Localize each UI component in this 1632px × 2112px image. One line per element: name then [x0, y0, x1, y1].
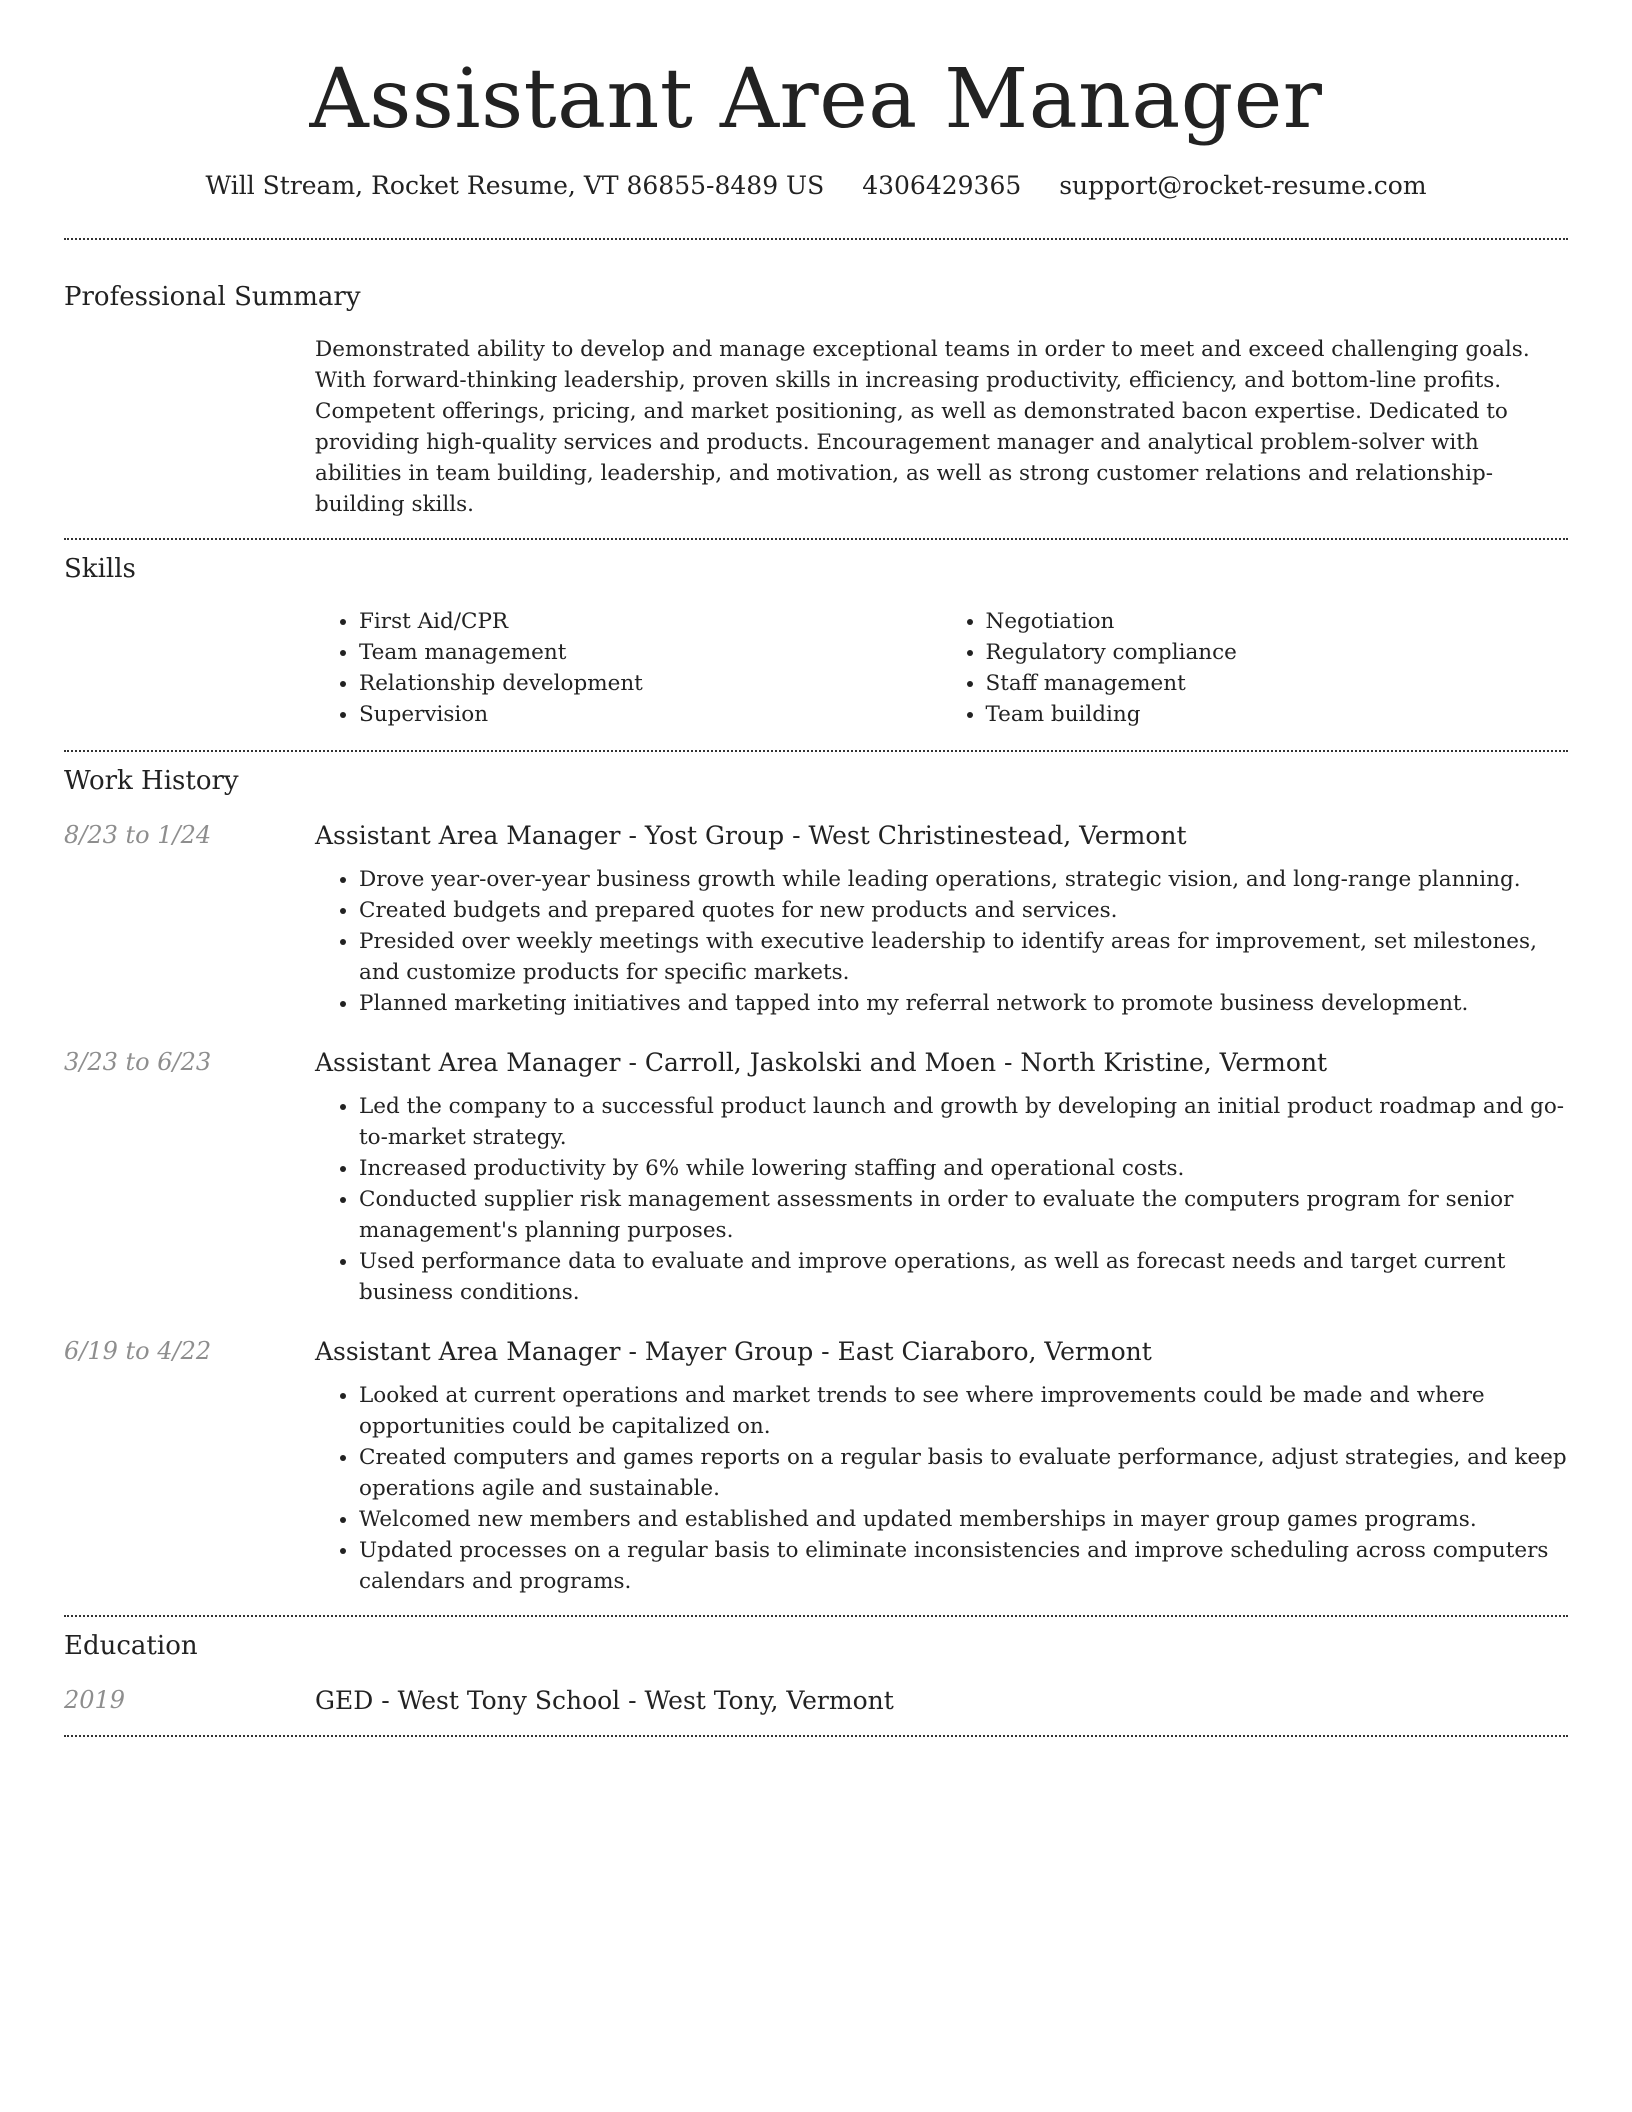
job-entry	[64, 1047, 1568, 1308]
job-bullet: • Conducted supplier risk management assessments in order to evaluate the computers program for senior management's planning purposes.	[359, 1184, 1568, 1246]
job-bullet: • Drove year-over-year business growth while leading operations, strategic vision, and long-range planning.	[359, 864, 1568, 895]
summary-text-block	[315, 334, 1568, 520]
job-bullet: • Presided over weekly meetings with executive leadership to identify areas for improvement, set milestones, and customize products for specific markets.	[359, 926, 1568, 988]
job-bullets	[315, 1380, 1568, 1597]
education-details	[315, 1685, 1568, 1717]
job-bullet: • Updated processes on a regular basis to eliminate inconsistencies and improve scheduling across computers calendars and programs.	[359, 1535, 1568, 1597]
skills-section	[64, 540, 1568, 750]
job-dates: 6/19 to 4/22	[64, 1337, 212, 1365]
candidate-name: Assistant Area Manager	[309, 52, 1323, 147]
job-title: Assistant Area Manager - Mayer Group - East Ciaraboro, Vermont	[315, 1337, 1152, 1366]
contact-address: Will Stream, Rocket Resume, VT 86855-8489 US	[205, 171, 825, 200]
resume-header	[64, 0, 1568, 202]
summary-spacer	[64, 334, 315, 520]
job-details	[315, 1047, 1568, 1308]
contact-line	[64, 170, 1568, 202]
job-bullet: • Led the company to a successful product launch and growth by developing an initial product roadmap and go-to-market strategy.	[359, 1091, 1568, 1153]
job-bullets	[315, 1091, 1568, 1308]
job-bullet: • Looked at current operations and market trends to see where improvements could be made and where opportunities could be capitalized on.	[359, 1380, 1568, 1442]
skill-item: • Regulatory compliance	[986, 637, 1569, 668]
job-bullet: • Used performance data to evaluate and improve operations, as well as forecast needs and target current business conditions.	[359, 1246, 1568, 1308]
education-year: 2019	[64, 1686, 126, 1714]
education-section	[64, 1617, 1568, 1735]
divider	[64, 1735, 1568, 1737]
work-history-section	[64, 752, 1568, 1597]
job-details	[315, 1336, 1568, 1597]
contact-phone: 4306429365	[862, 171, 1022, 200]
job-bullet: • Created computers and games reports on a regular basis to evaluate performance, adjust strategies, and keep operations agile and sustainable.	[359, 1442, 1568, 1504]
job-bullets	[315, 864, 1568, 1019]
job-bullet: • Planned marketing initiatives and tapped into my referral network to promote business development.	[359, 988, 1568, 1019]
contact-email: support@rocket-resume.com	[1059, 171, 1427, 200]
section-title-skills: Skills	[64, 554, 136, 584]
skill-item: • Relationship development	[359, 668, 942, 699]
skill-item: • First Aid/CPR	[359, 606, 942, 637]
summary-text: Demonstrated ability to develop and manage exceptional teams in order to meet and exceed challenging goals. With forward-thinking leadership, proven skills in increasing productivity, efficiency, and bottom-line profits. Competent offerings, pricing, and market positioning, as well as demonstrated bacon expertise. Dedicated to providing high-quality services and products. Encouragement manager and analytical problem-solver with abilities in team building, leadership, and motivation, as well as strong customer relations and relationship-building skills.	[315, 337, 1530, 517]
skill-item: • Supervision	[359, 699, 942, 730]
education-entry: GED - West Tony School - West Tony, Vermont	[315, 1686, 894, 1715]
skill-item: • Staff management	[986, 668, 1569, 699]
job-bullet: • Increased productivity by 6% while lowering staffing and operational costs.	[359, 1153, 1568, 1184]
job-title: Assistant Area Manager - Carroll, Jaskolski and Moen - North Kristine, Vermont	[315, 1048, 1328, 1077]
skill-item: • Team management	[359, 637, 942, 668]
job-dates: 8/23 to 1/24	[64, 821, 212, 849]
job-bullet: • Created budgets and prepared quotes for new products and services.	[359, 895, 1568, 926]
job-bullet: • Welcomed new members and established and updated memberships in mayer group games programs.	[359, 1504, 1568, 1535]
job-details	[315, 820, 1568, 1019]
section-title-summary: Professional Summary	[64, 282, 361, 312]
job-title: Assistant Area Manager - Yost Group - West Christinestead, Vermont	[315, 821, 1187, 850]
section-title-education: Education	[64, 1631, 198, 1661]
skills-list-right	[942, 606, 1569, 730]
skills-list-left	[315, 606, 942, 730]
skills-grid	[315, 606, 1568, 730]
skill-item: • Negotiation	[986, 606, 1569, 637]
skills-spacer	[64, 606, 315, 730]
skill-item: • Team building	[986, 699, 1569, 730]
job-dates: 3/23 to 6/23	[64, 1048, 212, 1076]
summary-section	[64, 240, 1568, 538]
section-title-work-history: Work History	[64, 766, 239, 796]
job-entry	[64, 820, 1568, 1019]
job-entry	[64, 1336, 1568, 1597]
